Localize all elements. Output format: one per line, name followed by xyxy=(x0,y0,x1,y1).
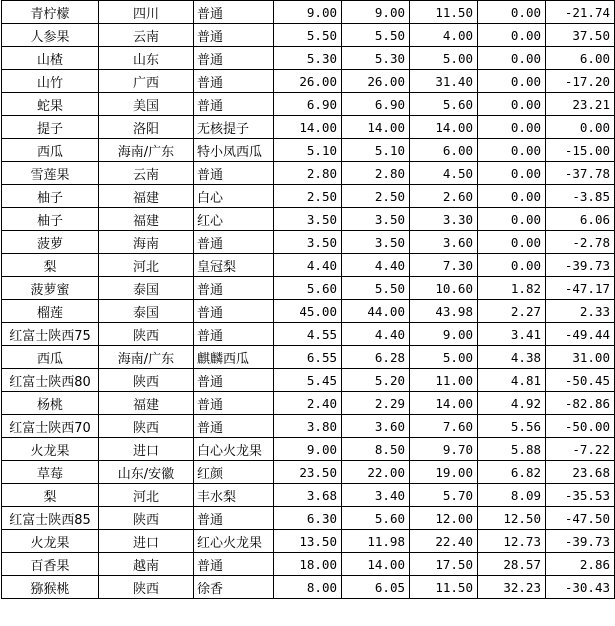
value-cell: 23.21 xyxy=(546,93,615,116)
variety-cell: 红心 xyxy=(194,208,274,231)
value-cell: -82.86 xyxy=(546,392,615,415)
value-cell: 9.00 xyxy=(342,1,410,24)
value-cell: 6.05 xyxy=(342,576,410,599)
value-cell: 2.60 xyxy=(410,185,478,208)
variety-cell: 普通 xyxy=(194,300,274,323)
value-cell: -49.44 xyxy=(546,323,615,346)
fruit-name-cell: 青柠檬 xyxy=(2,1,99,24)
variety-cell: 特小凤西瓜 xyxy=(194,139,274,162)
value-cell: 0.00 xyxy=(546,116,615,139)
value-cell: -50.45 xyxy=(546,369,615,392)
value-cell: 17.50 xyxy=(410,553,478,576)
fruit-name-cell: 猕猴桃 xyxy=(2,576,99,599)
value-cell: 2.86 xyxy=(546,553,615,576)
fruit-name-cell: 红富士陕西75 xyxy=(2,323,99,346)
value-cell: 8.09 xyxy=(478,484,546,507)
value-cell: 23.68 xyxy=(546,461,615,484)
variety-cell: 普通 xyxy=(194,415,274,438)
variety-cell: 麒麟西瓜 xyxy=(194,346,274,369)
table-row xyxy=(2,415,615,438)
value-cell: 3.50 xyxy=(274,208,342,231)
variety-cell: 普通 xyxy=(194,369,274,392)
value-cell: 6.28 xyxy=(342,346,410,369)
value-cell: 3.68 xyxy=(274,484,342,507)
value-cell: 5.10 xyxy=(342,139,410,162)
value-cell: -39.73 xyxy=(546,254,615,277)
variety-cell: 普通 xyxy=(194,231,274,254)
value-cell: 4.38 xyxy=(478,346,546,369)
value-cell: 14.00 xyxy=(410,392,478,415)
origin-cell: 泰国 xyxy=(99,277,194,300)
variety-cell: 白心 xyxy=(194,185,274,208)
value-cell: 0.00 xyxy=(478,93,546,116)
value-cell: 0.00 xyxy=(478,208,546,231)
variety-cell: 普通 xyxy=(194,24,274,47)
value-cell: 5.60 xyxy=(274,277,342,300)
fruit-name-cell: 杨桃 xyxy=(2,392,99,415)
table-row xyxy=(2,208,615,231)
variety-cell: 徐香 xyxy=(194,576,274,599)
fruit-name-cell: 菠萝 xyxy=(2,231,99,254)
value-cell: 0.00 xyxy=(478,162,546,185)
origin-cell: 山东 xyxy=(99,47,194,70)
value-cell: -2.78 xyxy=(546,231,615,254)
value-cell: 14.00 xyxy=(342,116,410,139)
origin-cell: 越南 xyxy=(99,553,194,576)
value-cell: -47.17 xyxy=(546,277,615,300)
fruit-name-cell: 红富士陕西80 xyxy=(2,369,99,392)
origin-cell: 河北 xyxy=(99,484,194,507)
value-cell: 5.56 xyxy=(478,415,546,438)
value-cell: 7.60 xyxy=(410,415,478,438)
value-cell: 28.57 xyxy=(478,553,546,576)
variety-cell: 普通 xyxy=(194,93,274,116)
fruit-name-cell: 百香果 xyxy=(2,553,99,576)
value-cell: 5.50 xyxy=(342,277,410,300)
value-cell: 2.80 xyxy=(342,162,410,185)
table-row xyxy=(2,24,615,47)
value-cell: 11.50 xyxy=(410,576,478,599)
fruit-name-cell: 红富士陕西85 xyxy=(2,507,99,530)
value-cell: 19.00 xyxy=(410,461,478,484)
table-row xyxy=(2,323,615,346)
origin-cell: 山东/安徽 xyxy=(99,461,194,484)
origin-cell: 陕西 xyxy=(99,415,194,438)
value-cell: 0.00 xyxy=(478,47,546,70)
value-cell: 32.23 xyxy=(478,576,546,599)
value-cell: 26.00 xyxy=(274,70,342,93)
origin-cell: 福建 xyxy=(99,208,194,231)
table-row xyxy=(2,139,615,162)
value-cell: 0.00 xyxy=(478,24,546,47)
value-cell: 45.00 xyxy=(274,300,342,323)
variety-cell: 红心火龙果 xyxy=(194,530,274,553)
table-row xyxy=(2,231,615,254)
value-cell: 5.45 xyxy=(274,369,342,392)
value-cell: 8.00 xyxy=(274,576,342,599)
value-cell: 9.00 xyxy=(410,323,478,346)
fruit-name-cell: 人参果 xyxy=(2,24,99,47)
table-row xyxy=(2,277,615,300)
origin-cell: 海南/广东 xyxy=(99,139,194,162)
value-cell: 3.50 xyxy=(274,231,342,254)
value-cell: 26.00 xyxy=(342,70,410,93)
fruit-name-cell: 榴莲 xyxy=(2,300,99,323)
table-row xyxy=(2,507,615,530)
value-cell: 22.00 xyxy=(342,461,410,484)
value-cell: -50.00 xyxy=(546,415,615,438)
value-cell: 4.00 xyxy=(410,24,478,47)
origin-cell: 福建 xyxy=(99,185,194,208)
table-row xyxy=(2,576,615,599)
value-cell: 5.50 xyxy=(342,24,410,47)
variety-cell: 无核提子 xyxy=(194,116,274,139)
value-cell: -30.43 xyxy=(546,576,615,599)
fruit-name-cell: 红富士陕西70 xyxy=(2,415,99,438)
origin-cell: 河北 xyxy=(99,254,194,277)
variety-cell: 普通 xyxy=(194,277,274,300)
value-cell: 6.90 xyxy=(342,93,410,116)
value-cell: 2.29 xyxy=(342,392,410,415)
value-cell: 43.98 xyxy=(410,300,478,323)
value-cell: 0.00 xyxy=(478,70,546,93)
value-cell: 4.81 xyxy=(478,369,546,392)
value-cell: 7.30 xyxy=(410,254,478,277)
value-cell: 18.00 xyxy=(274,553,342,576)
value-cell: 14.00 xyxy=(274,116,342,139)
value-cell: 4.40 xyxy=(342,254,410,277)
fruit-name-cell: 火龙果 xyxy=(2,438,99,461)
table-row xyxy=(2,1,615,24)
origin-cell: 云南 xyxy=(99,162,194,185)
value-cell: 3.41 xyxy=(478,323,546,346)
value-cell: -37.78 xyxy=(546,162,615,185)
value-cell: 2.33 xyxy=(546,300,615,323)
fruit-name-cell: 柚子 xyxy=(2,208,99,231)
table-row xyxy=(2,254,615,277)
value-cell: 4.40 xyxy=(274,254,342,277)
fruit-name-cell: 山楂 xyxy=(2,47,99,70)
origin-cell: 福建 xyxy=(99,392,194,415)
table-row xyxy=(2,484,615,507)
value-cell: 12.73 xyxy=(478,530,546,553)
variety-cell: 普通 xyxy=(194,162,274,185)
table-row xyxy=(2,530,615,553)
value-cell: 4.50 xyxy=(410,162,478,185)
origin-cell: 洛阳 xyxy=(99,116,194,139)
table-row xyxy=(2,461,615,484)
origin-cell: 泰国 xyxy=(99,300,194,323)
variety-cell: 普通 xyxy=(194,1,274,24)
variety-cell: 红颜 xyxy=(194,461,274,484)
table-row xyxy=(2,116,615,139)
price-table xyxy=(1,0,615,599)
value-cell: 5.30 xyxy=(274,47,342,70)
value-cell: 5.00 xyxy=(410,346,478,369)
value-cell: 31.40 xyxy=(410,70,478,93)
origin-cell: 陕西 xyxy=(99,576,194,599)
origin-cell: 进口 xyxy=(99,438,194,461)
table-row xyxy=(2,70,615,93)
variety-cell: 普通 xyxy=(194,323,274,346)
value-cell: 1.82 xyxy=(478,277,546,300)
value-cell: 6.00 xyxy=(546,47,615,70)
value-cell: 9.70 xyxy=(410,438,478,461)
value-cell: 14.00 xyxy=(342,553,410,576)
value-cell: 3.60 xyxy=(410,231,478,254)
fruit-name-cell: 西瓜 xyxy=(2,139,99,162)
origin-cell: 四川 xyxy=(99,1,194,24)
value-cell: 9.00 xyxy=(274,438,342,461)
value-cell: -15.00 xyxy=(546,139,615,162)
value-cell: 23.50 xyxy=(274,461,342,484)
origin-cell: 陕西 xyxy=(99,507,194,530)
value-cell: 9.00 xyxy=(274,1,342,24)
table-row xyxy=(2,162,615,185)
fruit-name-cell: 梨 xyxy=(2,254,99,277)
variety-cell: 皇冠梨 xyxy=(194,254,274,277)
table-row xyxy=(2,300,615,323)
table-row xyxy=(2,438,615,461)
value-cell: -21.74 xyxy=(546,1,615,24)
value-cell: 44.00 xyxy=(342,300,410,323)
value-cell: 8.50 xyxy=(342,438,410,461)
value-cell: -39.73 xyxy=(546,530,615,553)
value-cell: 5.20 xyxy=(342,369,410,392)
value-cell: 3.80 xyxy=(274,415,342,438)
value-cell: 12.00 xyxy=(410,507,478,530)
origin-cell: 美国 xyxy=(99,93,194,116)
value-cell: 5.50 xyxy=(274,24,342,47)
fruit-name-cell: 柚子 xyxy=(2,185,99,208)
value-cell: -47.50 xyxy=(546,507,615,530)
value-cell: -7.22 xyxy=(546,438,615,461)
value-cell: 5.60 xyxy=(342,507,410,530)
table-row xyxy=(2,185,615,208)
table-row xyxy=(2,93,615,116)
variety-cell: 丰水梨 xyxy=(194,484,274,507)
fruit-name-cell: 草莓 xyxy=(2,461,99,484)
value-cell: 2.50 xyxy=(274,185,342,208)
value-cell: 0.00 xyxy=(478,1,546,24)
origin-cell: 海南 xyxy=(99,231,194,254)
variety-cell: 普通 xyxy=(194,553,274,576)
fruit-name-cell: 梨 xyxy=(2,484,99,507)
value-cell: 0.00 xyxy=(478,254,546,277)
value-cell: 3.50 xyxy=(342,231,410,254)
variety-cell: 白心火龙果 xyxy=(194,438,274,461)
value-cell: 11.50 xyxy=(410,1,478,24)
value-cell: 13.50 xyxy=(274,530,342,553)
table-row xyxy=(2,47,615,70)
value-cell: 6.30 xyxy=(274,507,342,530)
origin-cell: 广西 xyxy=(99,70,194,93)
value-cell: -17.20 xyxy=(546,70,615,93)
value-cell: 2.80 xyxy=(274,162,342,185)
value-cell: 22.40 xyxy=(410,530,478,553)
value-cell: 3.30 xyxy=(410,208,478,231)
variety-cell: 普通 xyxy=(194,507,274,530)
fruit-name-cell: 提子 xyxy=(2,116,99,139)
fruit-name-cell: 菠萝蜜 xyxy=(2,277,99,300)
value-cell: 0.00 xyxy=(478,116,546,139)
value-cell: 14.00 xyxy=(410,116,478,139)
value-cell: 5.00 xyxy=(410,47,478,70)
value-cell: 6.06 xyxy=(546,208,615,231)
value-cell: 5.30 xyxy=(342,47,410,70)
origin-cell: 云南 xyxy=(99,24,194,47)
origin-cell: 海南/广东 xyxy=(99,346,194,369)
value-cell: 3.40 xyxy=(342,484,410,507)
value-cell: 0.00 xyxy=(478,139,546,162)
value-cell: 37.50 xyxy=(546,24,615,47)
value-cell: 2.40 xyxy=(274,392,342,415)
value-cell: 6.82 xyxy=(478,461,546,484)
value-cell: 4.40 xyxy=(342,323,410,346)
value-cell: 0.00 xyxy=(478,185,546,208)
value-cell: 0.00 xyxy=(478,231,546,254)
variety-cell: 普通 xyxy=(194,47,274,70)
table-row xyxy=(2,553,615,576)
table-row xyxy=(2,346,615,369)
value-cell: 6.55 xyxy=(274,346,342,369)
value-cell: 6.00 xyxy=(410,139,478,162)
value-cell: 11.98 xyxy=(342,530,410,553)
value-cell: -35.53 xyxy=(546,484,615,507)
value-cell: 3.50 xyxy=(342,208,410,231)
value-cell: 2.50 xyxy=(342,185,410,208)
value-cell: 2.27 xyxy=(478,300,546,323)
table-row xyxy=(2,392,615,415)
fruit-name-cell: 山竹 xyxy=(2,70,99,93)
value-cell: 11.00 xyxy=(410,369,478,392)
price-rows xyxy=(2,1,615,599)
value-cell: 3.60 xyxy=(342,415,410,438)
value-cell: 10.60 xyxy=(410,277,478,300)
origin-cell: 陕西 xyxy=(99,323,194,346)
value-cell: 5.60 xyxy=(410,93,478,116)
table-row xyxy=(2,369,615,392)
value-cell: 6.90 xyxy=(274,93,342,116)
value-cell: 5.88 xyxy=(478,438,546,461)
fruit-name-cell: 蛇果 xyxy=(2,93,99,116)
value-cell: -3.85 xyxy=(546,185,615,208)
variety-cell: 普通 xyxy=(194,392,274,415)
value-cell: 5.10 xyxy=(274,139,342,162)
value-cell: 12.50 xyxy=(478,507,546,530)
origin-cell: 陕西 xyxy=(99,369,194,392)
fruit-name-cell: 火龙果 xyxy=(2,530,99,553)
fruit-name-cell: 西瓜 xyxy=(2,346,99,369)
value-cell: 31.00 xyxy=(546,346,615,369)
origin-cell: 进口 xyxy=(99,530,194,553)
value-cell: 5.70 xyxy=(410,484,478,507)
variety-cell: 普通 xyxy=(194,70,274,93)
value-cell: 4.92 xyxy=(478,392,546,415)
value-cell: 4.55 xyxy=(274,323,342,346)
fruit-name-cell: 雪莲果 xyxy=(2,162,99,185)
